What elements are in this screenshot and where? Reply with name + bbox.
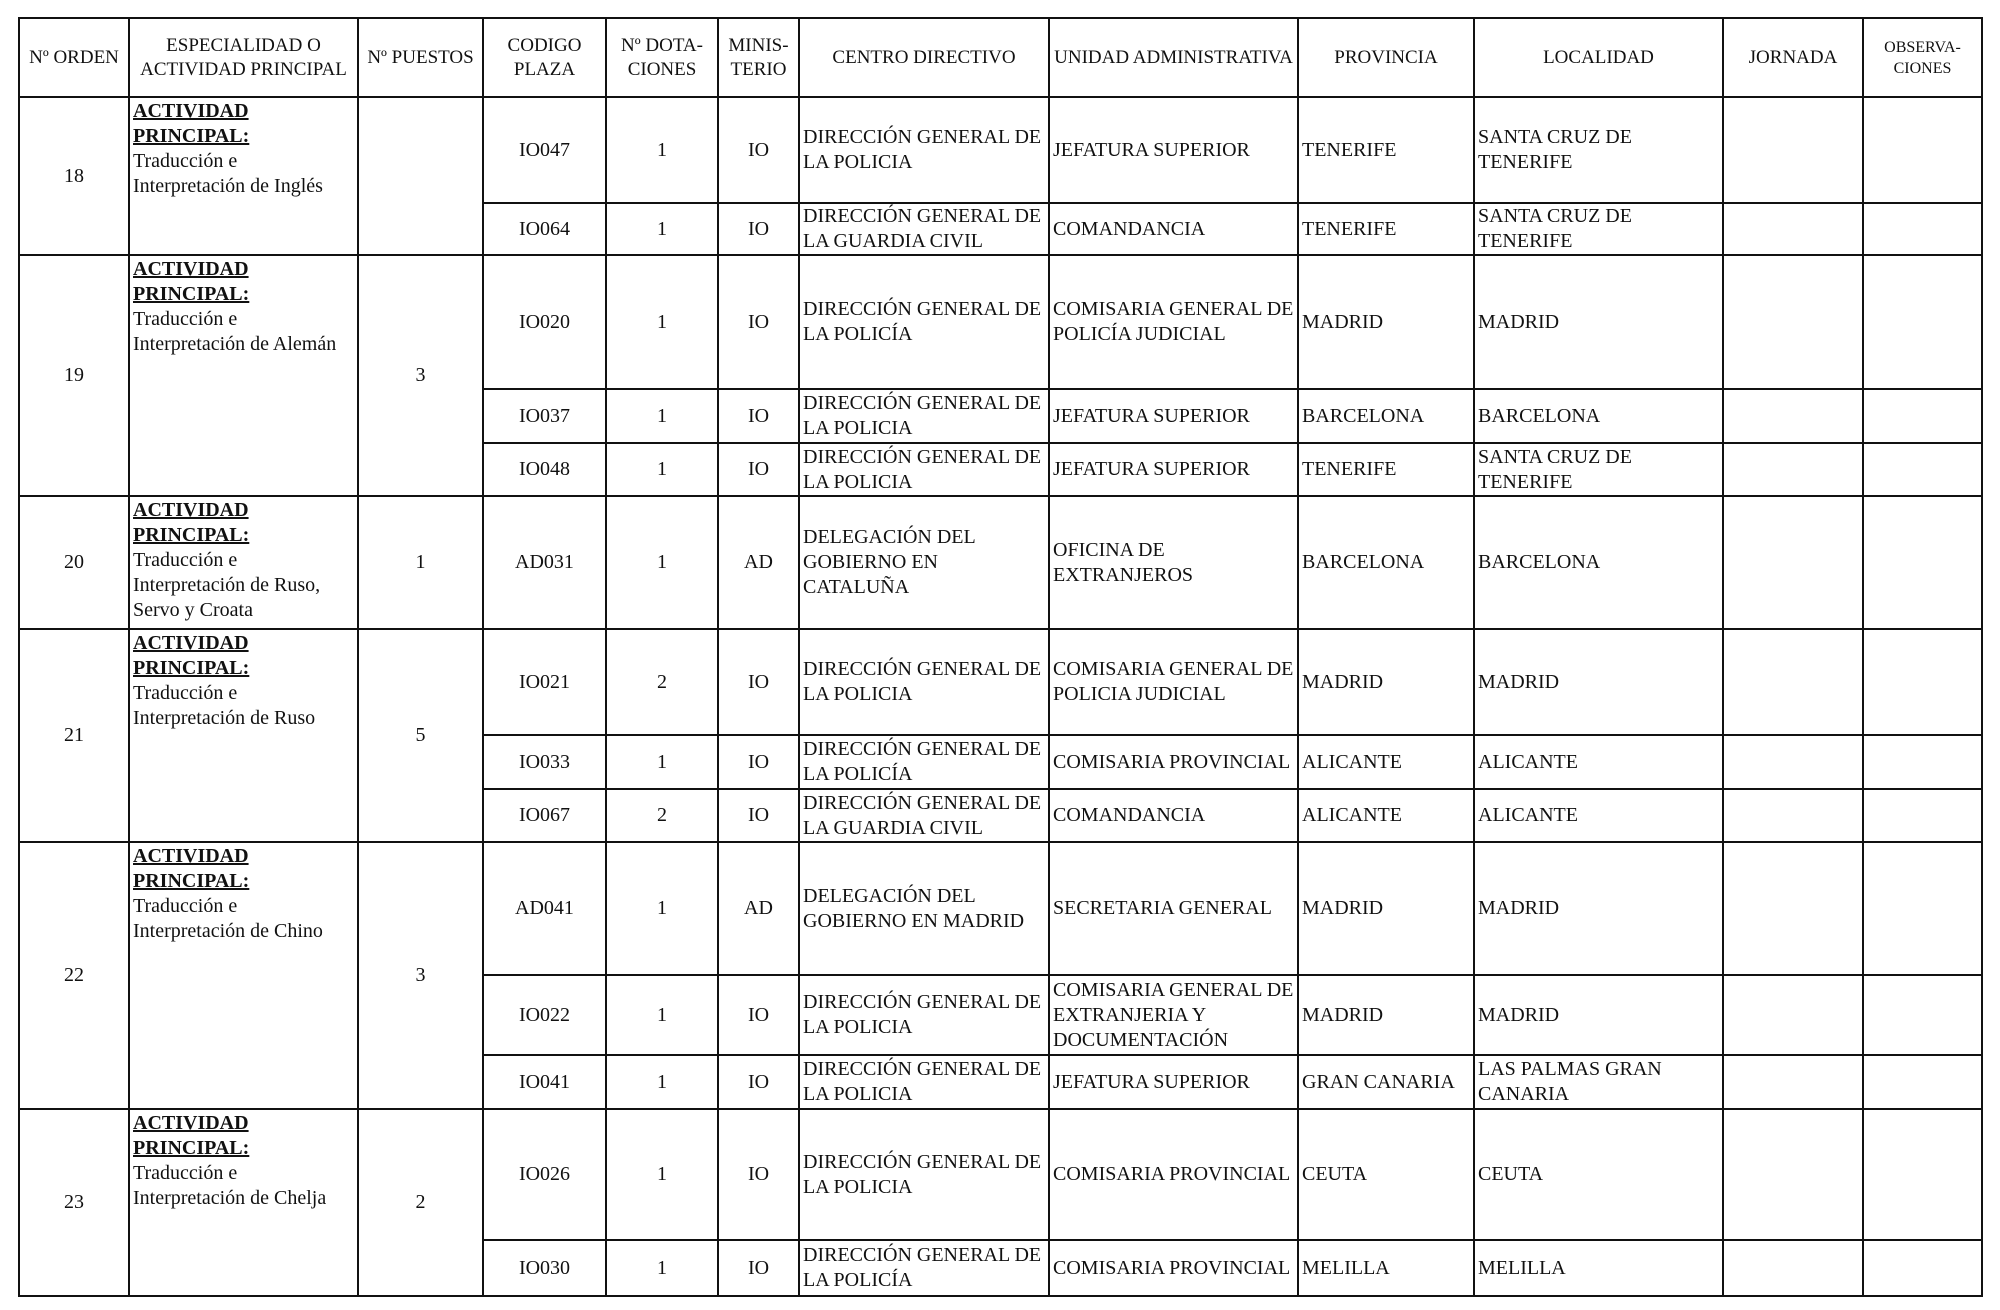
table-row [19, 629, 1982, 735]
header-provincia: PROVINCIA [1298, 18, 1474, 97]
dotaciones-cell: 1 [606, 496, 718, 629]
observaciones-cell [1863, 496, 1982, 629]
actividad-text: Traducción e Interpretación de Chino [133, 895, 323, 942]
actividad-text: Traducción e Interpretación de Inglés [133, 150, 323, 197]
codigo-cell: IO037 [483, 389, 606, 443]
ministerio-cell: IO [718, 789, 799, 842]
unidad-cell: COMISARIA GENERAL DE EXTRANJERIA Y DOCUMENTACIÓN [1049, 975, 1298, 1055]
ministerio-cell: AD [718, 496, 799, 629]
localidad-cell: MADRID [1474, 255, 1723, 389]
jornada-cell [1723, 842, 1863, 975]
provincia-cell: MADRID [1298, 842, 1474, 975]
table-row [19, 255, 1982, 389]
header-unidad: UNIDAD ADMINISTRATIVA [1049, 18, 1298, 97]
codigo-cell: IO022 [483, 975, 606, 1055]
table-row [19, 842, 1982, 975]
codigo-cell: IO026 [483, 1109, 606, 1240]
jornada-cell [1723, 389, 1863, 443]
header-row [19, 18, 1982, 97]
puestos-cell: 2 [358, 1109, 483, 1296]
header-jornada: JORNADA [1723, 18, 1863, 97]
codigo-cell: IO048 [483, 443, 606, 496]
actividad-heading: ACTIVIDAD PRINCIPAL: [133, 499, 250, 546]
centro-cell: DIRECCIÓN GENERAL DE LA POLICIA [799, 975, 1049, 1055]
codigo-cell: AD041 [483, 842, 606, 975]
localidad-cell: ALICANTE [1474, 789, 1723, 842]
observaciones-cell [1863, 975, 1982, 1055]
actividad-text: Traducción e Interpretación de Chelja [133, 1162, 327, 1209]
codigo-cell: AD031 [483, 496, 606, 629]
header-codigo: CODIGO PLAZA [483, 18, 606, 97]
observaciones-cell [1863, 389, 1982, 443]
ministerio-cell: IO [718, 1109, 799, 1240]
ministerio-cell: IO [718, 1240, 799, 1296]
jornada-cell [1723, 443, 1863, 496]
observaciones-cell [1863, 842, 1982, 975]
observaciones-cell [1863, 1240, 1982, 1296]
provincia-cell: MADRID [1298, 975, 1474, 1055]
observaciones-cell [1863, 1109, 1982, 1240]
ministerio-cell: IO [718, 735, 799, 789]
codigo-cell: IO064 [483, 203, 606, 255]
provincia-cell: ALICANTE [1298, 789, 1474, 842]
puestos-cell: 3 [358, 842, 483, 1109]
observaciones-cell [1863, 97, 1982, 203]
localidad-cell: CEUTA [1474, 1109, 1723, 1240]
dotaciones-cell: 1 [606, 1240, 718, 1296]
jornada-cell [1723, 735, 1863, 789]
actividad-cell [129, 842, 358, 1109]
dotaciones-cell: 1 [606, 97, 718, 203]
actividad-heading: ACTIVIDAD PRINCIPAL: [133, 632, 250, 679]
dotaciones-cell: 1 [606, 203, 718, 255]
header-localidad: LOCALIDAD [1474, 18, 1723, 97]
centro-cell: DIRECCIÓN GENERAL DE LA POLICIA [799, 443, 1049, 496]
orden-cell: 22 [19, 842, 129, 1109]
puestos-cell: 1 [358, 496, 483, 629]
localidad-cell: BARCELONA [1474, 496, 1723, 629]
codigo-cell: IO047 [483, 97, 606, 203]
dotaciones-cell: 2 [606, 789, 718, 842]
observaciones-cell [1863, 203, 1982, 255]
jornada-cell [1723, 789, 1863, 842]
provincia-cell: BARCELONA [1298, 496, 1474, 629]
dotaciones-cell: 1 [606, 735, 718, 789]
header-puestos: Nº PUESTOS [358, 18, 483, 97]
dotaciones-cell: 1 [606, 842, 718, 975]
actividad-text: Traducción e Interpretación de Ruso, Servo y Croata [133, 549, 321, 621]
localidad-cell: SANTA CRUZ DE TENERIFE [1474, 97, 1723, 203]
localidad-cell: SANTA CRUZ DE TENERIFE [1474, 203, 1723, 255]
ministerio-cell: IO [718, 1055, 799, 1109]
localidad-cell: BARCELONA [1474, 389, 1723, 443]
unidad-cell: COMANDANCIA [1049, 789, 1298, 842]
ministerio-cell: IO [718, 203, 799, 255]
unidad-cell: COMISARIA GENERAL DE POLICÍA JUDICIAL [1049, 255, 1298, 389]
orden-cell: 18 [19, 97, 129, 255]
jornada-cell [1723, 255, 1863, 389]
dotaciones-cell: 1 [606, 389, 718, 443]
actividad-heading: ACTIVIDAD PRINCIPAL: [133, 845, 250, 892]
actividad-cell [129, 97, 358, 255]
ministerio-cell: IO [718, 255, 799, 389]
localidad-cell: MADRID [1474, 842, 1723, 975]
localidad-cell: MADRID [1474, 629, 1723, 735]
puestos-cell: 3 [358, 255, 483, 496]
table-body [19, 97, 1982, 1296]
dotaciones-cell: 1 [606, 1109, 718, 1240]
puestos-cell [358, 97, 483, 255]
plazas-table [18, 17, 1983, 1297]
orden-cell: 21 [19, 629, 129, 842]
header-observaciones: OBSERVA- CIONES [1863, 18, 1982, 97]
centro-cell: DELEGACIÓN DEL GOBIERNO EN MADRID [799, 842, 1049, 975]
table-row [19, 496, 1982, 629]
observaciones-cell [1863, 443, 1982, 496]
unidad-cell: OFICINA DE EXTRANJEROS [1049, 496, 1298, 629]
provincia-cell: TENERIFE [1298, 443, 1474, 496]
provincia-cell: CEUTA [1298, 1109, 1474, 1240]
provincia-cell: BARCELONA [1298, 389, 1474, 443]
unidad-cell: COMISARIA PROVINCIAL [1049, 735, 1298, 789]
centro-cell: DIRECCIÓN GENERAL DE LA POLICÍA [799, 255, 1049, 389]
jornada-cell [1723, 1055, 1863, 1109]
jornada-cell [1723, 97, 1863, 203]
codigo-cell: IO030 [483, 1240, 606, 1296]
centro-cell: DIRECCIÓN GENERAL DE LA POLICIA [799, 629, 1049, 735]
unidad-cell: JEFATURA SUPERIOR [1049, 443, 1298, 496]
orden-cell: 20 [19, 496, 129, 629]
localidad-cell: ALICANTE [1474, 735, 1723, 789]
provincia-cell: MADRID [1298, 629, 1474, 735]
centro-cell: DELEGACIÓN DEL GOBIERNO EN CATALUÑA [799, 496, 1049, 629]
actividad-cell [129, 629, 358, 842]
provincia-cell: ALICANTE [1298, 735, 1474, 789]
actividad-text: Traducción e Interpretación de Ruso [133, 682, 316, 729]
centro-cell: DIRECCIÓN GENERAL DE LA POLICIA [799, 97, 1049, 203]
unidad-cell: COMANDANCIA [1049, 203, 1298, 255]
localidad-cell: LAS PALMAS GRAN CANARIA [1474, 1055, 1723, 1109]
provincia-cell: TENERIFE [1298, 203, 1474, 255]
puestos-cell: 5 [358, 629, 483, 842]
jornada-cell [1723, 203, 1863, 255]
provincia-cell: MELILLA [1298, 1240, 1474, 1296]
table-row [19, 1109, 1982, 1240]
localidad-cell: SANTA CRUZ DE TENERIFE [1474, 443, 1723, 496]
centro-cell: DIRECCIÓN GENERAL DE LA GUARDIA CIVIL [799, 789, 1049, 842]
localidad-cell: MADRID [1474, 975, 1723, 1055]
codigo-cell: IO021 [483, 629, 606, 735]
provincia-cell: TENERIFE [1298, 97, 1474, 203]
dotaciones-cell: 1 [606, 255, 718, 389]
actividad-cell [129, 496, 358, 629]
unidad-cell: COMISARIA PROVINCIAL [1049, 1240, 1298, 1296]
centro-cell: DIRECCIÓN GENERAL DE LA POLICIA [799, 1109, 1049, 1240]
codigo-cell: IO067 [483, 789, 606, 842]
unidad-cell: SECRETARIA GENERAL [1049, 842, 1298, 975]
actividad-cell [129, 1109, 358, 1296]
jornada-cell [1723, 496, 1863, 629]
table-row [19, 97, 1982, 203]
observaciones-cell [1863, 629, 1982, 735]
codigo-cell: IO041 [483, 1055, 606, 1109]
header-dotaciones: Nº DOTA- CIONES [606, 18, 718, 97]
centro-cell: DIRECCIÓN GENERAL DE LA POLICÍA [799, 735, 1049, 789]
unidad-cell: JEFATURA SUPERIOR [1049, 1055, 1298, 1109]
observaciones-cell [1863, 255, 1982, 389]
ministerio-cell: IO [718, 97, 799, 203]
header-centro: CENTRO DIRECTIVO [799, 18, 1049, 97]
observaciones-cell [1863, 1055, 1982, 1109]
provincia-cell: GRAN CANARIA [1298, 1055, 1474, 1109]
actividad-heading: ACTIVIDAD PRINCIPAL: [133, 1112, 250, 1159]
header-ministerio: MINIS- TERIO [718, 18, 799, 97]
unidad-cell: COMISARIA GENERAL DE POLICIA JUDICIAL [1049, 629, 1298, 735]
localidad-cell: MELILLA [1474, 1240, 1723, 1296]
centro-cell: DIRECCIÓN GENERAL DE LA POLICIA [799, 389, 1049, 443]
dotaciones-cell: 1 [606, 1055, 718, 1109]
provincia-cell: MADRID [1298, 255, 1474, 389]
ministerio-cell: IO [718, 389, 799, 443]
orden-cell: 23 [19, 1109, 129, 1296]
centro-cell: DIRECCIÓN GENERAL DE LA POLICIA [799, 1055, 1049, 1109]
header-orden: Nº ORDEN [19, 18, 129, 97]
observaciones-cell [1863, 735, 1982, 789]
jornada-cell [1723, 1109, 1863, 1240]
centro-cell: DIRECCIÓN GENERAL DE LA GUARDIA CIVIL [799, 203, 1049, 255]
unidad-cell: COMISARIA PROVINCIAL [1049, 1109, 1298, 1240]
jornada-cell [1723, 629, 1863, 735]
dotaciones-cell: 2 [606, 629, 718, 735]
orden-cell: 19 [19, 255, 129, 496]
ministerio-cell: IO [718, 629, 799, 735]
jornada-cell [1723, 1240, 1863, 1296]
dotaciones-cell: 1 [606, 443, 718, 496]
ministerio-cell: IO [718, 443, 799, 496]
unidad-cell: JEFATURA SUPERIOR [1049, 389, 1298, 443]
jornada-cell [1723, 975, 1863, 1055]
ministerio-cell: IO [718, 975, 799, 1055]
actividad-heading: ACTIVIDAD PRINCIPAL: [133, 100, 250, 147]
codigo-cell: IO020 [483, 255, 606, 389]
header-especialidad: ESPECIALIDAD O ACTIVIDAD PRINCIPAL [129, 18, 358, 97]
dotaciones-cell: 1 [606, 975, 718, 1055]
actividad-text: Traducción e Interpretación de Alemán [133, 308, 337, 355]
centro-cell: DIRECCIÓN GENERAL DE LA POLICÍA [799, 1240, 1049, 1296]
ministerio-cell: AD [718, 842, 799, 975]
actividad-cell [129, 255, 358, 496]
unidad-cell: JEFATURA SUPERIOR [1049, 97, 1298, 203]
codigo-cell: IO033 [483, 735, 606, 789]
observaciones-cell [1863, 789, 1982, 842]
actividad-heading: ACTIVIDAD PRINCIPAL: [133, 258, 250, 305]
